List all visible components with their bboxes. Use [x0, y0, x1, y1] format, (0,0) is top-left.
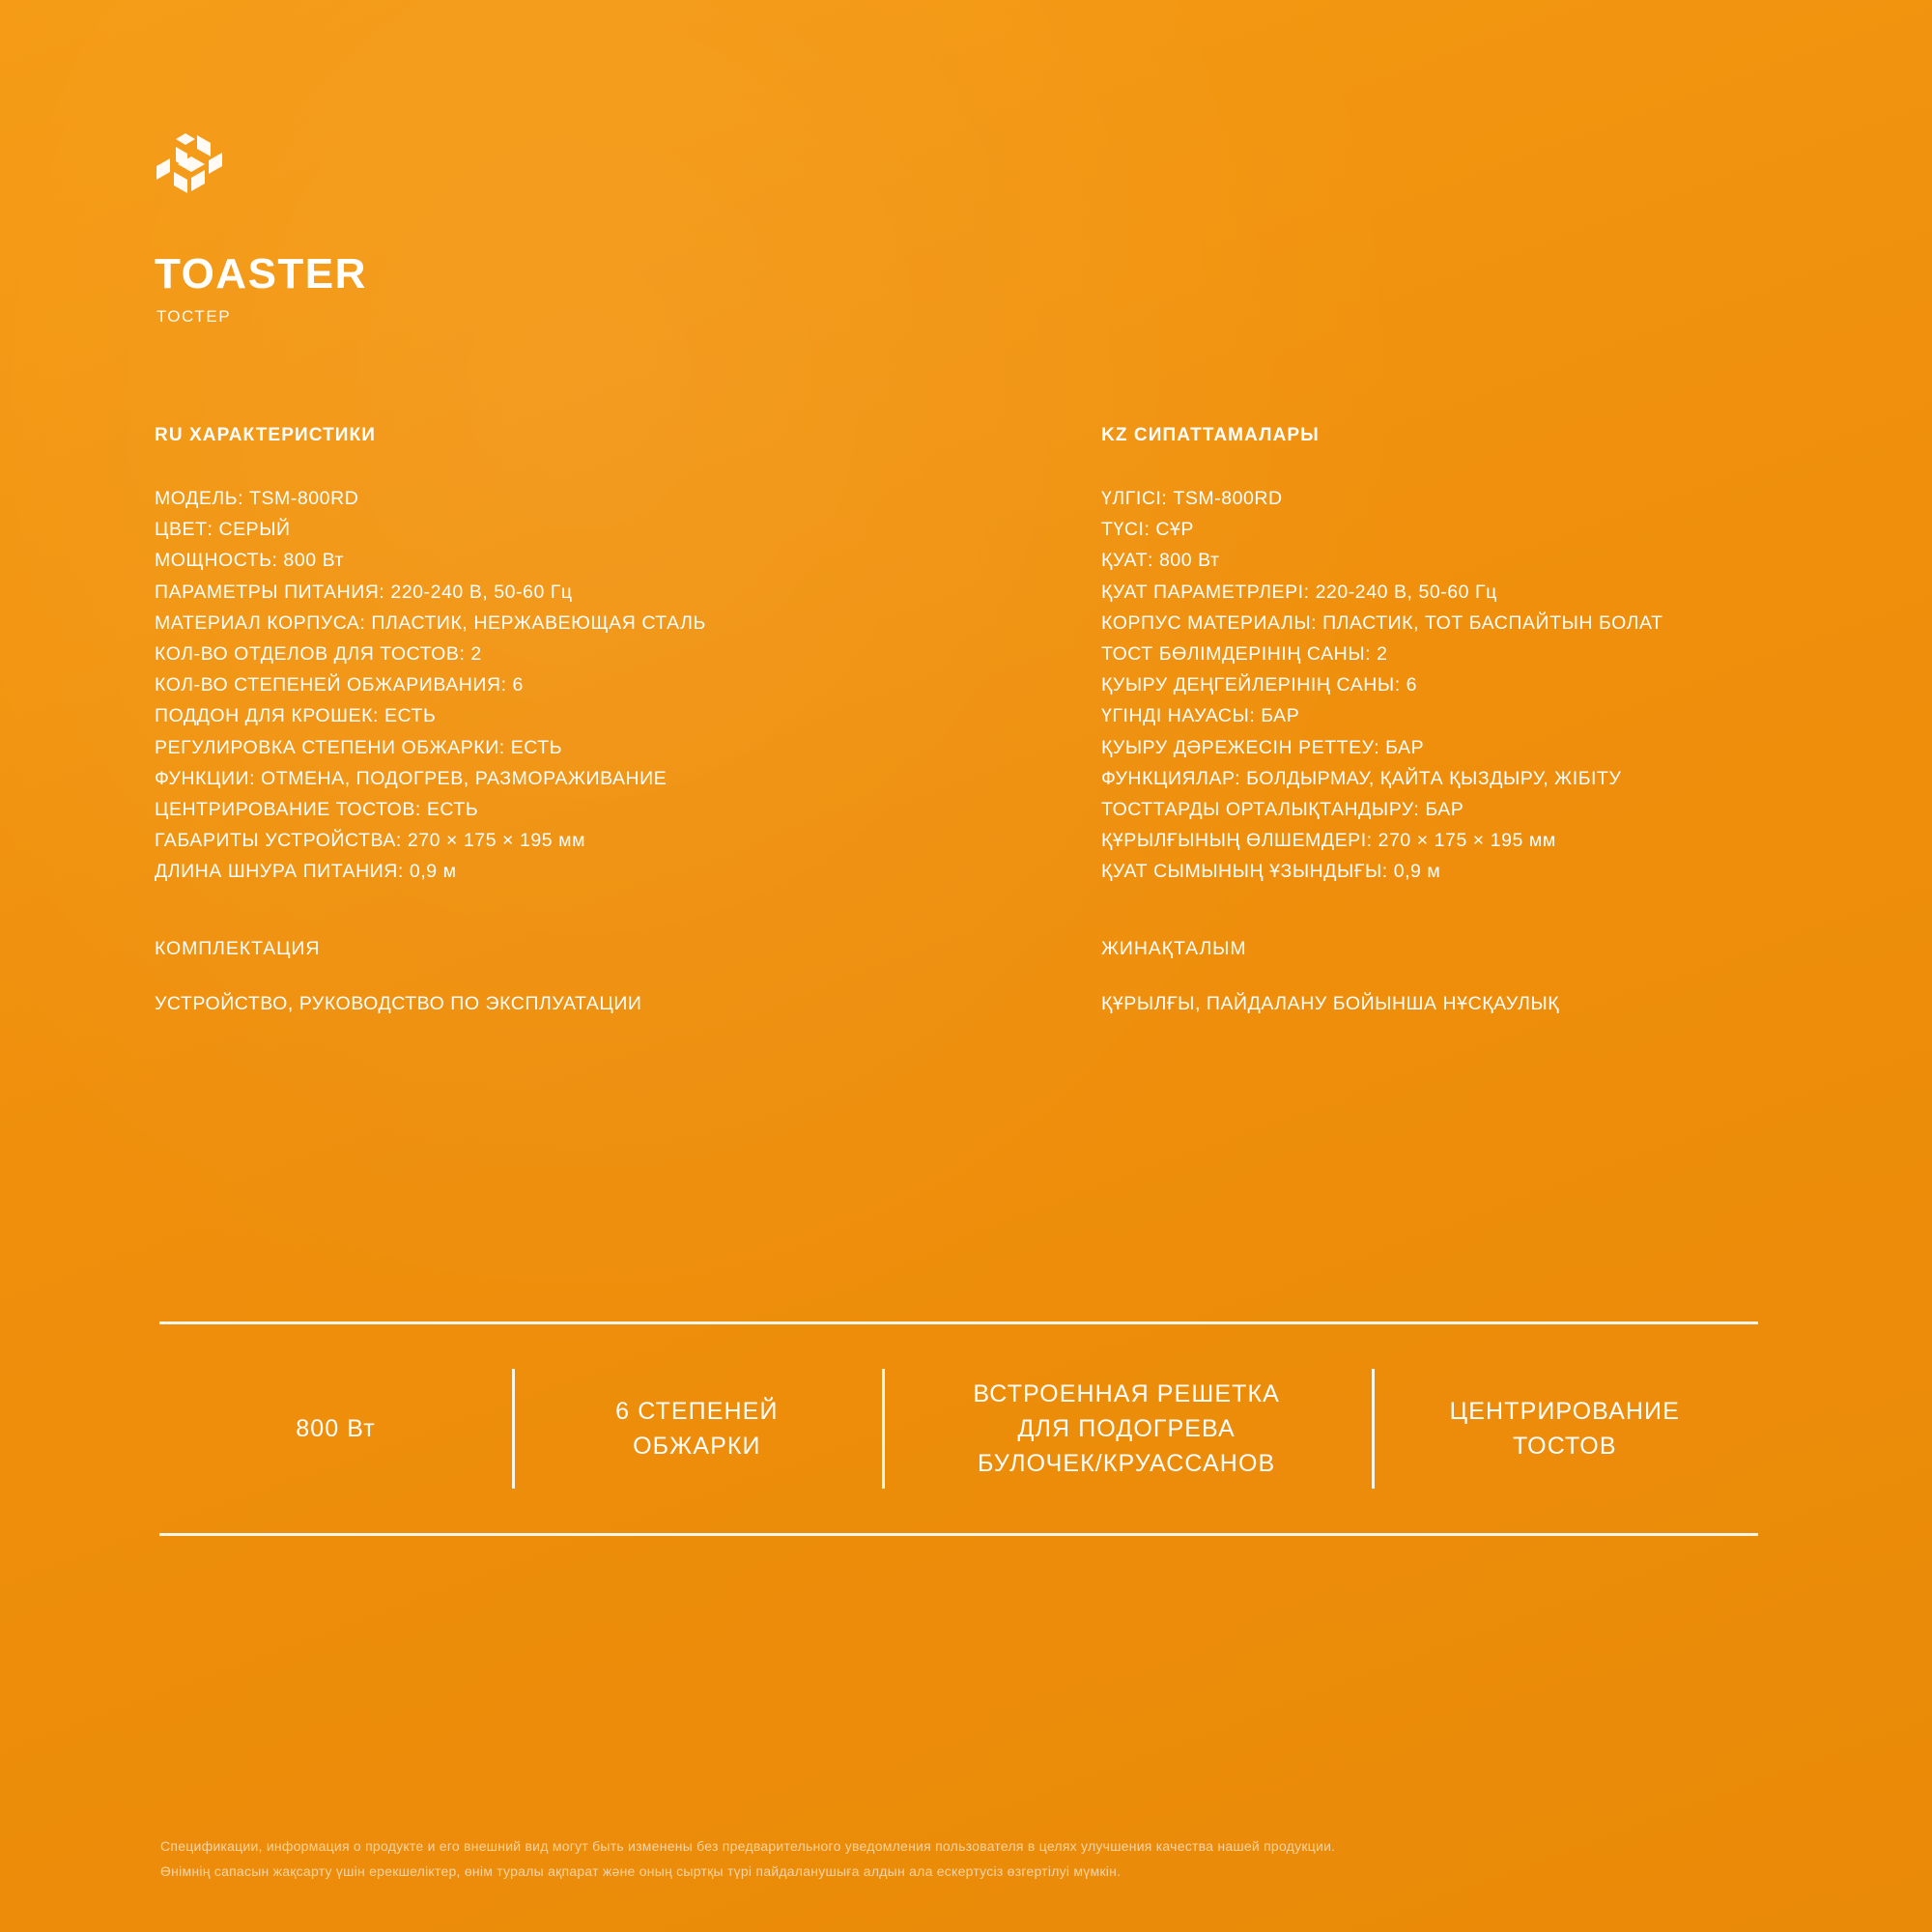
spec-item: ФУНКЦИЯЛАР: БОЛДЫРМАУ, ҚАЙТА ҚЫЗДЫРУ, ЖІБІТУ: [1101, 767, 1622, 789]
package-heading-ru: КОМПЛЕКТАЦИЯ: [155, 937, 321, 959]
divider-bottom: [159, 1533, 1758, 1536]
package-heading-kz: ЖИНАҚТАЛЫМ: [1101, 937, 1247, 959]
spec-item: ПОДДОН ДЛЯ КРОШЕК: ЕСТЬ: [155, 705, 437, 727]
feature-warming-rack: ВСТРОЕННАЯ РЕШЕТКА ДЛЯ ПОДОГРЕВА БУЛОЧЕК/КРУАССАНОВ: [882, 1377, 1372, 1481]
feature-highlights-bar: [159, 1321, 1758, 1536]
package-contents-kz: ҚҰРЫЛҒЫ, ПАЙДАЛАНУ БОЙЫНША НҰСҚАУЛЫҚ: [1101, 992, 1560, 1014]
spec-item: ҚУЫРУ ДӘРЕЖЕСІН РЕТТЕУ: БАР: [1101, 736, 1425, 758]
spec-list-kz: [1101, 483, 1835, 888]
spec-item: КОЛ-ВО ОТДЕЛОВ ДЛЯ ТОСТОВ: 2: [155, 643, 482, 666]
spec-item: ЦЕНТРИРОВАНИЕ ТОСТОВ: ЕСТЬ: [155, 799, 479, 821]
specs-column-ru: [155, 425, 889, 1015]
spec-item: ҮГІНДІ НАУАСЫ: БАР: [1101, 705, 1300, 727]
spec-item: ДЛИНА ШНУРА ПИТАНИЯ: 0,9 м: [155, 861, 457, 883]
spec-item: КОЛ-ВО СТЕПЕНЕЙ ОБЖАРИВАНИЯ: 6: [155, 674, 524, 696]
spec-list-ru: [155, 483, 889, 888]
abstract-cube-logo-icon: [156, 133, 240, 193]
spec-item: ҚУЫРУ ДЕҢГЕЙЛЕРІНІҢ САНЫ: 6: [1101, 674, 1418, 696]
specs-column-kz: [1101, 425, 1835, 1015]
spec-item: ГАБАРИТЫ УСТРОЙСТВА: 270 × 175 × 195 мм: [155, 830, 586, 852]
spec-item: ПАРАМЕТРЫ ПИТАНИЯ: 220-240 В, 50-60 Гц: [155, 581, 573, 603]
page-subtitle: ТОСТЕР: [156, 307, 232, 326]
spec-item: ҚУАТ СЫМЫНЫҢ ҰЗЫНДЫҒЫ: 0,9 м: [1101, 861, 1441, 883]
specs-heading-kz: KZ СИПАТТАМАЛАРЫ: [1101, 425, 1320, 445]
specs-heading-ru: RU ХАРАКТЕРИСТИКИ: [155, 425, 376, 445]
spec-item: ҚУАТ: 800 Вт: [1101, 550, 1220, 572]
spec-item: КОРПУС МАТЕРИАЛЫ: ПЛАСТИК, ТОТ БАСПАЙТЫН БОЛАТ: [1101, 611, 1663, 634]
feature-toast-centering: ЦЕНТРИРОВАНИЕ ТОСТОВ: [1372, 1394, 1758, 1463]
package-contents-ru: УСТРОЙСТВО, РУКОВОДСТВО ПО ЭКСПЛУАТАЦИИ: [155, 992, 642, 1014]
feature-browning-levels: 6 СТЕПЕНЕЙ ОБЖАРКИ: [512, 1394, 882, 1463]
feature-power: 800 Вт: [296, 1415, 376, 1442]
page-title: TOASTER: [155, 250, 367, 298]
spec-item: МАТЕРИАЛ КОРПУСА: ПЛАСТИК, НЕРЖАВЕЮЩАЯ СТАЛЬ: [155, 611, 706, 634]
spec-item: ТҮСІ: СҰР: [1101, 519, 1194, 541]
spec-item: ФУНКЦИИ: ОТМЕНА, ПОДОГРЕВ, РАЗМОРАЖИВАНИЕ: [155, 767, 668, 789]
spec-item: РЕГУЛИРОВКА СТЕПЕНИ ОБЖАРКИ: ЕСТЬ: [155, 736, 563, 758]
legal-footnote: [160, 1833, 1764, 1884]
spec-item: МОЩНОСТЬ: 800 Вт: [155, 550, 344, 572]
spec-item: ТОСТТАРДЫ ОРТАЛЫҚТАНДЫРУ: БАР: [1101, 799, 1464, 821]
spec-item: ТОСТ БӨЛІМДЕРІНІҢ САНЫ: 2: [1101, 643, 1388, 666]
spec-item: ҮЛГІСІ: TSM-800RD: [1101, 488, 1283, 509]
footnote-line-kz: Өнімнің сапасын жақсарту үшін ерекшеліктер, өнім туралы ақпарат және оның сыртқы түрі пайдаланушыға алдын ала ескертусіз өзгертілуі мүмкін.: [160, 1863, 1122, 1879]
spec-item: ЦВЕТ: СЕРЫЙ: [155, 519, 291, 541]
spec-item: МОДЕЛЬ: TSM-800RD: [155, 488, 359, 509]
footnote-line-ru: Спецификации, информация о продукте и его внешний вид могут быть изменены без предварительного уведомления пользователя в целях улучшения качества нашей продукции.: [160, 1838, 1336, 1854]
spec-item: ҚУАТ ПАРАМЕТРЛЕРІ: 220-240 В, 50-60 Гц: [1101, 581, 1497, 603]
spec-item: ҚҰРЫЛҒЫНЫҢ ӨЛШЕМДЕРІ: 270 × 175 × 195 мм: [1101, 830, 1556, 852]
